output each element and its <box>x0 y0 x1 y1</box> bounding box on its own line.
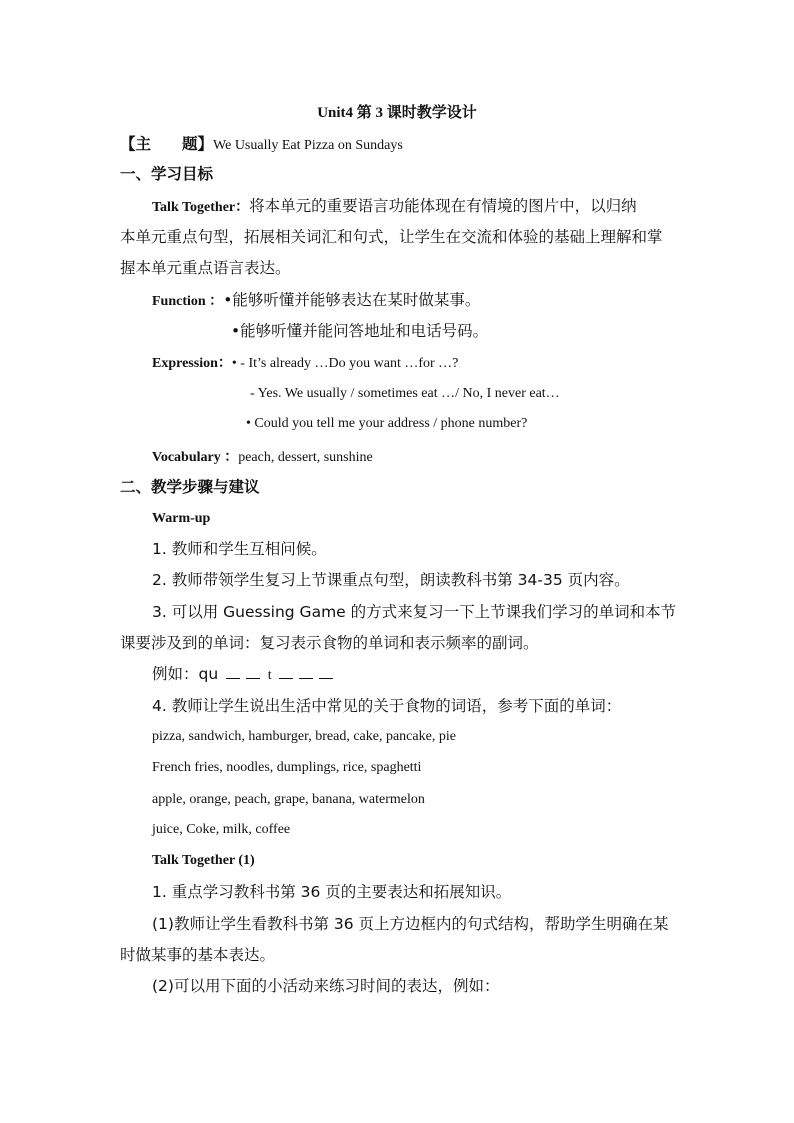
step-3: 3. 可以用 Guessing Game 的方式来复习一下上节课我们学习的单词和本节 <box>152 603 677 621</box>
function-item-2: •能够听懂并能问答地址和电话号码。 <box>231 322 489 340</box>
section2-heading: 二、教学步骤与建议 <box>120 478 260 496</box>
topic-label: 【主 题】 <box>120 135 214 153</box>
word-line-4: juice, Coke, milk, coffee <box>152 822 291 837</box>
example-mid: t <box>267 668 272 683</box>
talk-together-text-1: 将本单元的重要语言功能体现在有情境的图片中，以归纳 <box>249 197 637 215</box>
talk-together-para-line1 <box>152 196 637 218</box>
word-line-2: French fries, noodles, dumplings, rice, spaghetti <box>152 760 422 775</box>
example-prefix: 例如：qu <box>152 665 219 683</box>
blank <box>226 666 240 679</box>
function-item-1: •能够听懂并能够表达在某时做某事。 <box>223 291 481 309</box>
warmup-label: Warm-up <box>152 511 211 526</box>
talk-together-1-label: Talk Together (1) <box>152 853 255 868</box>
talk-together-text-3: 握本单元重点语言表达。 <box>120 259 291 277</box>
blank <box>319 666 333 679</box>
word-line-1: pizza, sandwich, hamburger, bread, cake, pancake, pie <box>152 729 456 744</box>
step-1: 1. 教师和学生互相问候。 <box>152 540 327 558</box>
talk-together-text-2: 本单元重点句型，拓展相关词汇和句式，让学生在交流和体验的基础上理解和掌 <box>120 228 663 246</box>
tt1-item-3: (2)可以用下面的小活动来练习时间的表达，例如： <box>152 977 500 995</box>
tt1-item-2-cont: 时做某事的基本表达。 <box>120 946 276 964</box>
vocabulary-line <box>152 446 373 468</box>
topic-line <box>120 134 403 156</box>
step-2: 2. 教师带领学生复习上节课重点句型，朗读教科书第 34-35 页内容。 <box>152 571 630 589</box>
topic-value: We Usually Eat Pizza on Sundays <box>213 138 403 153</box>
talk-together-label: Talk Together： <box>152 200 250 215</box>
page-title: Unit4 第 3 课时教学设计 <box>317 105 477 121</box>
vocabulary-value: peach, dessert, sunshine <box>238 450 373 465</box>
function-label: Function ： <box>152 294 224 309</box>
expression-item-3: • Could you tell me your address / phone number? <box>246 416 528 431</box>
step-3-cont: 课要涉及到的单词：复习表示食物的单词和表示频率的副词。 <box>120 634 539 652</box>
tt1-item-2: (1)教师让学生看教科书第 36 页上方边框内的句式结构，帮助学生明确在某 <box>152 915 669 933</box>
expression-line1 <box>152 352 458 374</box>
expression-label: Expression： <box>152 356 232 371</box>
expression-item-1: • - It’s already …Do you want …for …? <box>231 356 459 371</box>
tt1-item-1: 1. 重点学习教科书第 36 页的主要表达和拓展知识。 <box>152 883 512 901</box>
function-line1 <box>152 290 480 312</box>
section1-heading: 一、学习目标 <box>120 165 214 183</box>
blank <box>279 666 293 679</box>
blank <box>246 666 260 679</box>
step-4: 4. 教师让学生说出生活中常见的关于食物的词语，参考下面的单词： <box>152 697 622 715</box>
expression-item-2: - Yes. We usually / sometimes eat …/ No, I never eat… <box>250 386 560 401</box>
example-line <box>152 664 336 686</box>
word-line-3: apple, orange, peach, grape, banana, watermelon <box>152 792 425 807</box>
vocabulary-label: Vocabulary ： <box>152 450 239 465</box>
blank <box>299 666 313 679</box>
